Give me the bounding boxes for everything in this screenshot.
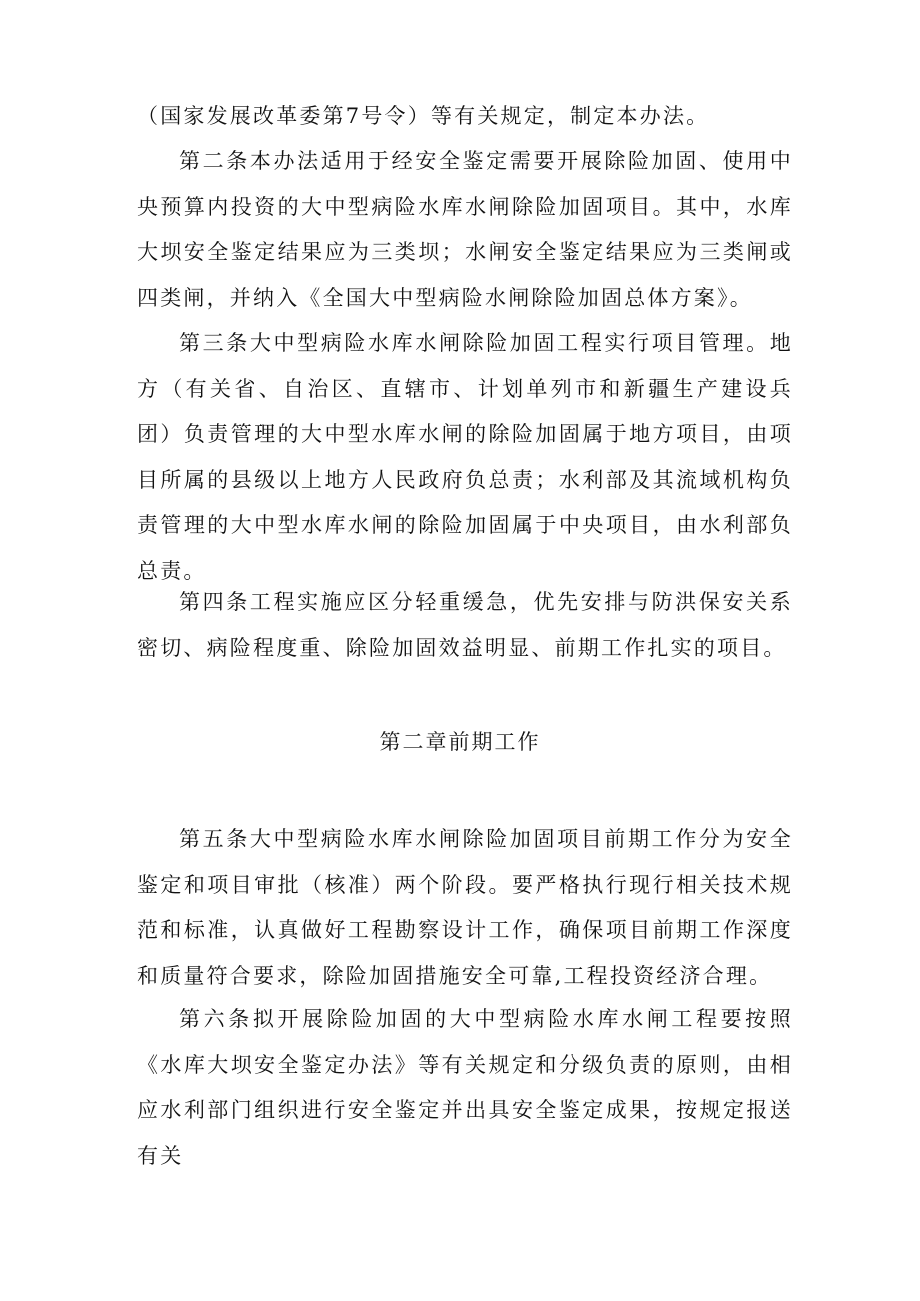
chapter-heading: 第二章前期工作 [379, 730, 541, 754]
paragraph-article-4: 第四条工程实施应区分轻重缓急，优先安排与防洪保安关系密切、病险程度重、除险加固效益明显、前期工作扎实的项目。 [137, 590, 793, 660]
paragraph-article-5: 第五条大中型病险水库水闸除险加固项目前期工作分为安全鉴定和项目审批（核准）两个阶段。要严格执行现行相关技术规范和标准，认真做好工程勘察设计工作，确保项目前期工作深度和质量符合要求，除险加固措施安全可靠,工程投资经济合理。 [137, 827, 793, 988]
paragraph-article-2: 第二条本办法适用于经安全鉴定需要开展除险加固、使用中央预算内投资的大中型病险水库水闸除险加固项目。其中，水库大坝安全鉴定结果应为三类坝；水闸安全鉴定结果应为三类闸或四类闸，并纳入《全国大中型病险水闸除险加固总体方案》。 [137, 149, 793, 310]
paragraph-continuation: （国家发展改革委第7号令）等有关规定，制定本办法。 [137, 104, 710, 128]
paragraph-article-6: 第六条拟开展除险加固的大中型病险水库水闸工程要按照《水库大坝安全鉴定办法》等有关规定和分级负责的原则，由相应水利部门组织进行安全鉴定并出具安全鉴定成果，按规定报送有关 [137, 1007, 793, 1168]
paragraph-article-3: 第三条大中型病险水库水闸除险加固工程实行项目管理。地方（有关省、自治区、直辖市、计划单列市和新疆生产建设兵团）负责管理的大中型水库水闸的除险加固属于地方项目，由项目所属的县级以上地方人民政府负总责；水利部及其流域机构负责管理的大中型水库水闸的除险加固属于中央项目，由水利部负总责。 [137, 331, 793, 583]
